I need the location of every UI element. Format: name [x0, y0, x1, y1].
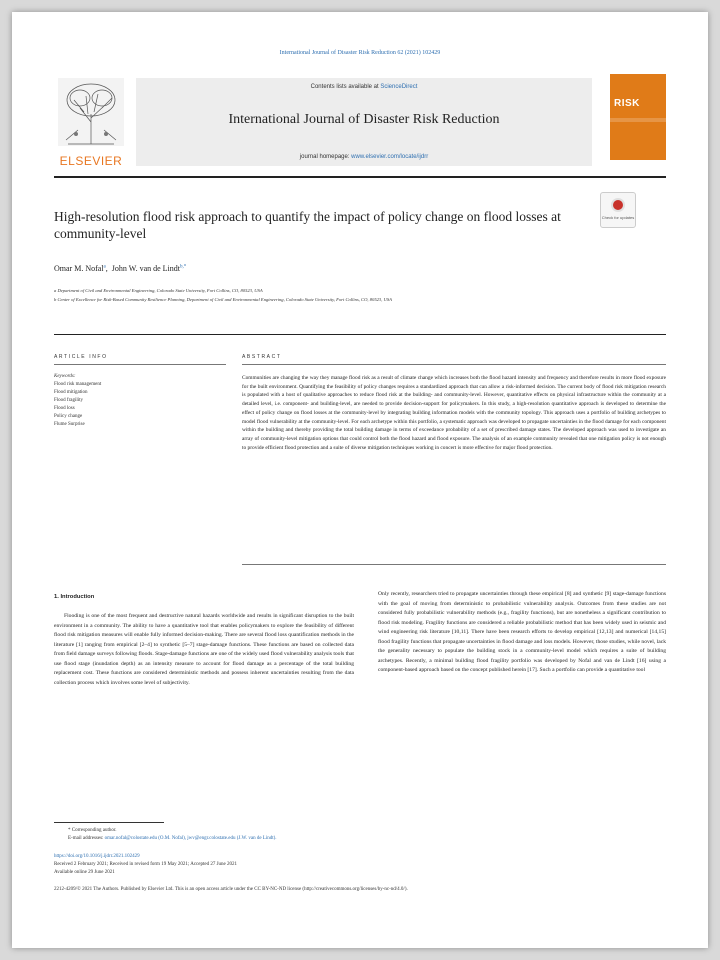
- article-info-rule: [54, 364, 226, 365]
- header-rule: [54, 334, 666, 335]
- paper-page: [12, 12, 708, 948]
- intro-paragraph: Flooding is one of the most frequent and destructive natural hazards worldwide and results in significant disruption to the built environment in a community. The ability to have a quantitative tool that enables policymakers to explore the feasibility of different flood risk mitigation measures will enable fully informed decision-making. There are several flood loss quantification methods in the literature [1] ranging from empirical [2–4] to synthetic [5–7] stage-damage functions. These functions are based on collected data from field damage surveys following floods. Stage-damage functions are one of the widely used flood vulnerability analysis tools that use flood stage (inundation depth) as an intensity measure to account for flood damage as a percentage of the total building replacement cost. These functions are considered deterministic methods and possess inherent uncertainties resulting from the data collection process which involves some level of subjectivity.: [54, 613, 354, 686]
- cover-label: RISK: [614, 98, 640, 109]
- keyword: Policy change: [54, 414, 83, 419]
- journal-homepage-link[interactable]: www.elsevier.com/locate/ijdrr: [351, 154, 429, 160]
- elsevier-tree-icon: [58, 78, 124, 146]
- doi-line: [54, 854, 666, 859]
- homepage-prefix: journal homepage:: [299, 154, 352, 160]
- email-links[interactable]: omar.nofal@colostate.edu (O.M. Nofal), jwv@engr.colostate.edu (J.W. van de Lindt).: [104, 836, 277, 841]
- introduction-heading: 1. Introduction: [54, 594, 95, 600]
- license-statement: 2212-4209/© 2021 The Authors. Published by Elsevier Ltd. This is an open access article under the CC BY-NC-ND license (http://creativecommons.org/licenses/by-nc-nd/4.0/).: [54, 887, 408, 892]
- check-for-updates-badge[interactable]: [600, 192, 636, 228]
- intro-paragraph: Only recently, researchers tried to propagate uncertainties through these empirical [8] and synthetic [9] stage-damage functions with the goal of moving from deterministic to probabilistic vulnerability analysis. Outcomes from these studies are not considered fully probabilistic vulnerability methods (e.g., fragility functions), but are nonetheless a significant contribution to flood risk modeling. Fragility functions are considered a reliable probabilistic method that has been widely used in seismic and wind engineering risk literature [10,11]. There have been research efforts to develop empirical [12,13] and numerical [14,15] flood fragility functions that propagate uncertainties in flood damage and loss models. However, those studies, while novel, lack the generality necessary to populate the building stock in a community-level model which requires a suite of building archetypes. Recently, a minimal building flood fragility portfolio was developed by Nofal and van de Lindt [16] using a component-based approach based on the concept published herein [17]. Such a portfolio can provide a quantitative tool: [378, 591, 666, 673]
- crossmark-label: Check for updates: [601, 215, 635, 220]
- abstract-end-rule: [242, 564, 666, 565]
- intro-right-column: [378, 590, 666, 676]
- corresponding-author-note: * Corresponding author.: [68, 828, 117, 833]
- keyword: Flood loss: [54, 406, 75, 411]
- received-dates: Received 2 February 2021; Received in revised form 19 May 2021; Accepted 27 June 2021: [54, 862, 238, 867]
- keyword: Flood mitigation: [54, 390, 88, 395]
- contents-line: [136, 84, 592, 90]
- author-list: Omar M. Nofal$^a$, John W. van de Lindt$^{b,*}$: [54, 264, 187, 273]
- footnote-rule: [54, 822, 164, 823]
- elsevier-logo: [54, 78, 128, 168]
- keyword: Flume Surprise: [54, 422, 85, 427]
- abstract-text: Communities are changing the way they manage flood risk as a result of climate change which increases both the flood hazard intensity and frequency and therefore results in more flood exposure for the built environment. Quantifying the feasibility of policy changes requires a standardized approach that can allow a risk-informed decision. The current body of flood risk mitigation research is populated with a host of qualitative approaches to reduce flood risk at the building- and community-level. However, quantitative effects on physical infrastructure within the community at a detailed level, i.e. component- and building-level, are needed to provide decision-support for policymakers. In this study, a high-resolution quantitative approach is developed to determine the effect of policy change on flood losses at the community-level by integrating building information models with the community topology. This approach uses a portfolio of building archetypes to model flood vulnerability at the community-level. For each archetype within this portfolio, a systematic approach was developed to propagate uncertainties in the flood damage for each component within the building and thereby providing the total building damage in terms of exceedance probability of a set of prescribed damage states. The developed approach was used to investigate an array of community-level mitigation options that could control both the flood hazard and flood exposure. The analysis of an example community revealed that one mitigation policy is not enough to provide efficient flood protection and a suite of diverse mitigation techniques working in concert is more effective for major flood protection.: [242, 375, 666, 451]
- sciencedirect-link[interactable]: ScienceDirect: [380, 84, 418, 90]
- article-title: High-resolution flood risk approach to quantify the impact of policy change on flood losses at community-level: [54, 209, 561, 241]
- keywords-label: Keywords:: [54, 374, 76, 379]
- abstract-rule: [242, 364, 666, 365]
- intro-left-column: [54, 612, 354, 688]
- affiliation-b: b Center of Excellence for Risk-Based Community Resilience Planning, Department of Civil and Environmental Engineering, Colorado State University, Fort Collins, CO, 80523, USA: [54, 297, 392, 302]
- cover-band: [610, 118, 666, 122]
- crossmark-icon: [611, 198, 625, 212]
- author-name[interactable]: Omar M. Nofal: [54, 264, 104, 273]
- masthead-banner: [136, 78, 592, 166]
- article-info-heading: ARTICLE INFO: [54, 354, 108, 360]
- elsevier-wordmark: ELSEVIER: [59, 154, 123, 168]
- keyword: Flood risk management: [54, 382, 102, 387]
- affiliation-a: a Department of Civil and Environmental Engineering, Colorado State University, Fort Collins, CO, 80523, USA: [54, 288, 263, 293]
- masthead: [54, 74, 666, 170]
- doi-link[interactable]: https://doi.org/10.1016/j.ijdrr.2021.102429: [54, 854, 140, 859]
- email-addresses: [68, 836, 277, 841]
- author-name[interactable]: John W. van de Lindt: [111, 264, 180, 273]
- journal-citation-link[interactable]: International Journal of Disaster Risk Reduction 62 (2021) 102429: [279, 50, 441, 56]
- author-affiliation-mark[interactable]: a: [103, 264, 106, 270]
- journal-title: International Journal of Disaster Risk Reduction: [228, 112, 500, 127]
- contents-prefix: Contents lists available at: [310, 84, 381, 90]
- homepage-line: [136, 154, 592, 160]
- available-online: Available online 29 June 2021: [54, 870, 115, 875]
- email-prefix: E-mail addresses:: [68, 836, 105, 841]
- author-affiliation-mark[interactable]: b,*: [180, 264, 187, 270]
- journal-cover-image: [610, 74, 666, 160]
- masthead-rule: [54, 176, 666, 178]
- keyword: Flood fragility: [54, 398, 84, 403]
- abstract-heading: ABSTRACT: [242, 354, 282, 360]
